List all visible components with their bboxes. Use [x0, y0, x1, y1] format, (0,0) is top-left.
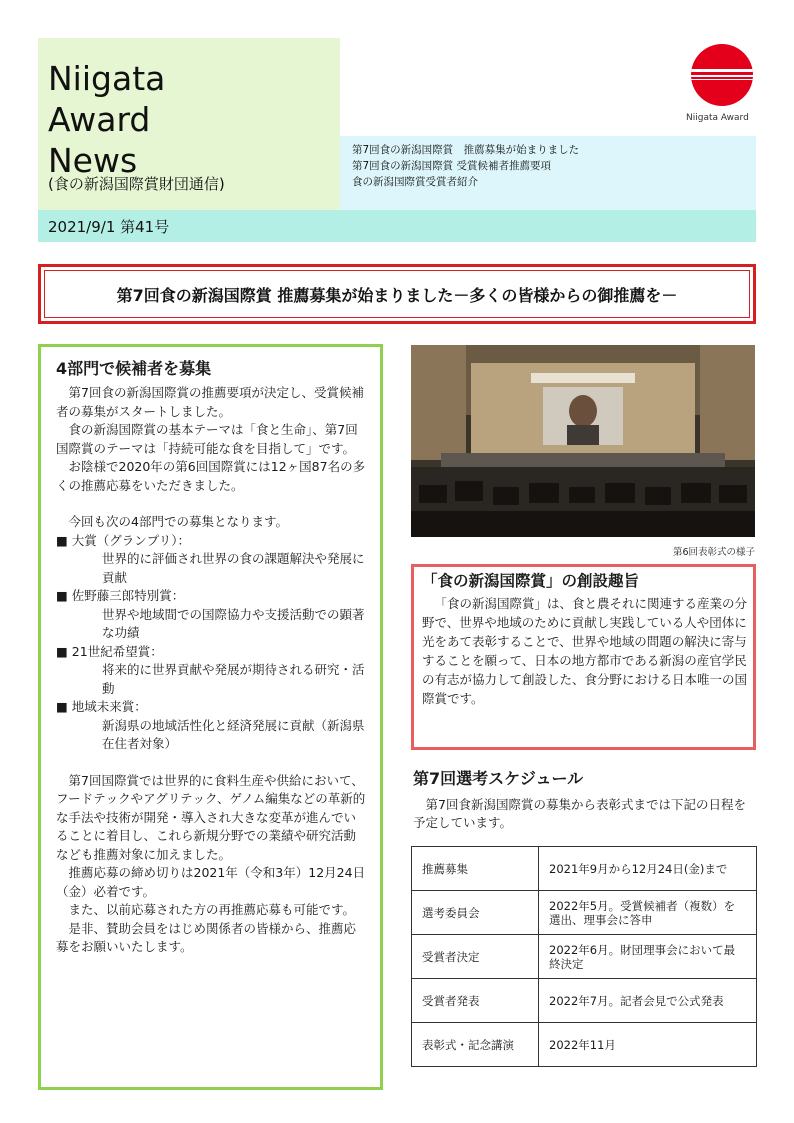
table-row: [412, 847, 757, 891]
schedule-step: 表彰式・記念講演: [412, 1023, 539, 1067]
niigata-award-logo-icon: [691, 44, 753, 106]
purpose-content: [422, 570, 750, 708]
paragraph: 第7回食の新潟国際賞の推薦要項が決定し、受賞候補者の募集がスタートしました。: [56, 385, 364, 419]
section-heading: 4部門で候補者を募集: [56, 359, 212, 378]
schedule-intro: 第7回食新潟国際賞の募集から表彰式までは下記の日程を予定しています。: [413, 797, 746, 830]
schedule-step: 推薦募集: [412, 847, 539, 891]
purpose-heading: 「食の新潟国際賞」の創設趣旨: [422, 572, 640, 590]
ceremony-photo-illustration: [411, 345, 755, 537]
toc-item[interactable]: 第7回食の新潟国際賞 受賞候補者推薦要項: [352, 160, 552, 172]
paragraph: 推薦応募の締め切りは2021年（令和3年）12月24日（金）必着です。: [56, 865, 366, 899]
schedule-detail: 2021年9月から12月24日(金)まで: [539, 847, 757, 891]
title-line: Niigata: [48, 59, 166, 98]
issue-date-number: 2021/9/1 第41号: [48, 218, 170, 236]
schedule-step: 選考委員会: [412, 891, 539, 935]
category-title: ■ 佐野藤三郎特別賞：: [56, 588, 185, 603]
toc-item[interactable]: 第7回食の新潟国際賞 推薦募集が始まりました: [352, 144, 580, 156]
category-description: 将来的に世界貢献や発展が期待される研究・活動: [102, 662, 365, 696]
category-description: 世界的に評価され世界の食の課題解決や発展に貢献: [102, 551, 365, 585]
purpose-body: 「食の新潟国際賞」は、食と農それに関連する産業の分野で、世界や地域のために貢献し実践している人や団体に光をあて表彰することで、世界や地域の問題の解決に寄与することを願って、日本の地方都市である新潟の産官学民の有志が協力して創設した、食分野における日本唯一の国際賞です。: [422, 596, 748, 706]
category-title: ■ 大賞（グランプリ）：: [56, 532, 191, 548]
masthead-subtitle: (食の新潟国際賞財団通信): [48, 175, 225, 193]
schedule-detail: 2022年7月。記者会見で公式発表: [539, 979, 757, 1023]
paragraph: 食の新潟国際賞の基本テーマは「食と生命」、第7回国際賞のテーマは「持続可能な食を目指して」です。: [56, 422, 358, 456]
table-row: [412, 1023, 757, 1067]
table-row: [412, 891, 757, 935]
paragraph: お陰様で2020年の第6回国際賞には12ヶ国87名の多くの推薦応募をいただきました。: [56, 459, 366, 493]
schedule-step: 受賞者発表: [412, 979, 539, 1023]
paragraph: 今回も次の4部門での募集となります。: [68, 514, 288, 529]
title-line: Award: [48, 100, 151, 139]
schedule-title: 第7回選考スケジュール: [413, 769, 584, 788]
title-line: News: [48, 141, 138, 180]
headline: 第7回食の新潟国際賞 推薦募集が始まりました－多くの皆様からの御推薦を－: [44, 270, 750, 318]
logo-text: Niigata Award: [686, 113, 749, 123]
category-description: 世界や地域間での国際協力や支援活動での顕著な功績: [102, 606, 365, 640]
recruitment-content: [56, 358, 368, 957]
ceremony-photo: [411, 345, 755, 537]
table-row: [412, 935, 757, 979]
schedule-table: [411, 846, 757, 1067]
paragraph: 第7回国際賞では世界的に食料生産や供給において、フードテックやアグリテック、ゲノム編集などの革新的な手法や技術が開発・導入され大きな変革が進んでいることに着目し、これら新規分野での業績や研究活動なども推薦対象に加えました。: [56, 772, 366, 862]
schedule-detail: 2022年5月。受賞候補者（複数）を選出、理事会に答申: [539, 891, 757, 935]
category-title: ■ 21世紀希望賞：: [56, 643, 163, 659]
masthead-title: [48, 58, 165, 181]
category-list: [56, 532, 368, 754]
table-row: [412, 979, 757, 1023]
schedule-detail: 2022年11月: [539, 1023, 757, 1067]
paragraph: また、以前応募された方の再推薦応募も可能です。: [68, 902, 356, 917]
schedule-detail: 2022年6月。財団理事会において最終決定: [539, 935, 757, 979]
category-description: 新潟県の地域活性化と経済発展に貢献（新潟県在住者対象）: [102, 717, 365, 751]
toc-item[interactable]: 食の新潟国際賞受賞者紹介: [352, 176, 478, 188]
schedule-step: 受賞者決定: [412, 935, 539, 979]
category-title: ■ 地域未来賞：: [56, 699, 147, 714]
table-of-contents: [352, 142, 579, 190]
photo-caption: 第6回表彰式の様子: [672, 547, 755, 558]
paragraph: 是非、賛助会員をはじめ関係者の皆様から、推薦応募をお願いいたします。: [56, 920, 357, 954]
